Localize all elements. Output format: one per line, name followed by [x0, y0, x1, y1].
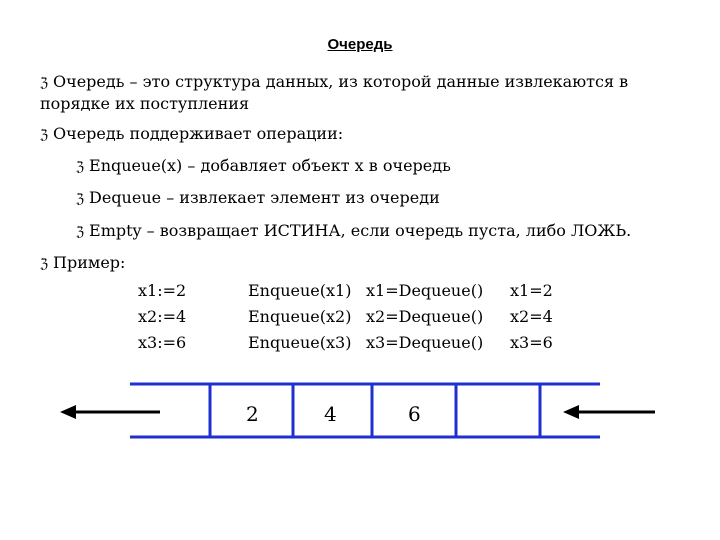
- queue-cell-value: 4: [324, 402, 337, 426]
- bullet-icon: ℨ: [76, 160, 85, 175]
- example-dequeue-3: x3=Dequeue(): [366, 333, 484, 352]
- enqueue-arrow: [563, 405, 655, 419]
- queue-cell-value: 2: [246, 402, 259, 426]
- operation-text: Dequeue – извлекает элемент из очереди: [89, 188, 440, 207]
- example-result-1: x1=2: [510, 281, 553, 300]
- dequeue-arrow: [60, 405, 160, 419]
- example-result-2: x2=4: [510, 307, 553, 326]
- example-result-3: x3=6: [510, 333, 553, 352]
- operation-text: Empty – возвращает ИСТИНА, если очередь пуста, либо ЛОЖЬ.: [89, 221, 632, 240]
- definition-text: Очередь – это структура данных, из которой данные извлекаются в порядке их поступления: [40, 72, 629, 113]
- example-assign-3: x3:=6: [138, 333, 187, 352]
- example-assign-1: x1:=2: [138, 281, 187, 300]
- queue-cell-value: 6: [408, 402, 421, 426]
- operation-text: Enqueue(x) – добавляет объект x в очередь: [89, 156, 451, 175]
- example-enqueue-1: Enqueue(x1): [248, 281, 352, 300]
- example-enqueue-2: Enqueue(x2): [248, 307, 352, 326]
- queue-box: [130, 384, 600, 437]
- example-dequeue-2: x2=Dequeue(): [366, 307, 484, 326]
- example-dequeue-1: x1=Dequeue(): [366, 281, 484, 300]
- slide-title: Очередь: [327, 36, 393, 53]
- example-assign-2: x2:=4: [138, 307, 187, 326]
- example-label: Пример:: [53, 253, 126, 272]
- bullet-icon: ℨ: [76, 225, 85, 240]
- bullet-icon: ℨ: [40, 76, 49, 91]
- operations-intro-text: Очередь поддерживает операции:: [53, 124, 344, 143]
- bullet-icon: ℨ: [40, 128, 49, 143]
- bullet-icon: ℨ: [40, 257, 49, 272]
- bullet-icon: ℨ: [76, 192, 85, 207]
- example-enqueue-3: Enqueue(x3): [248, 333, 352, 352]
